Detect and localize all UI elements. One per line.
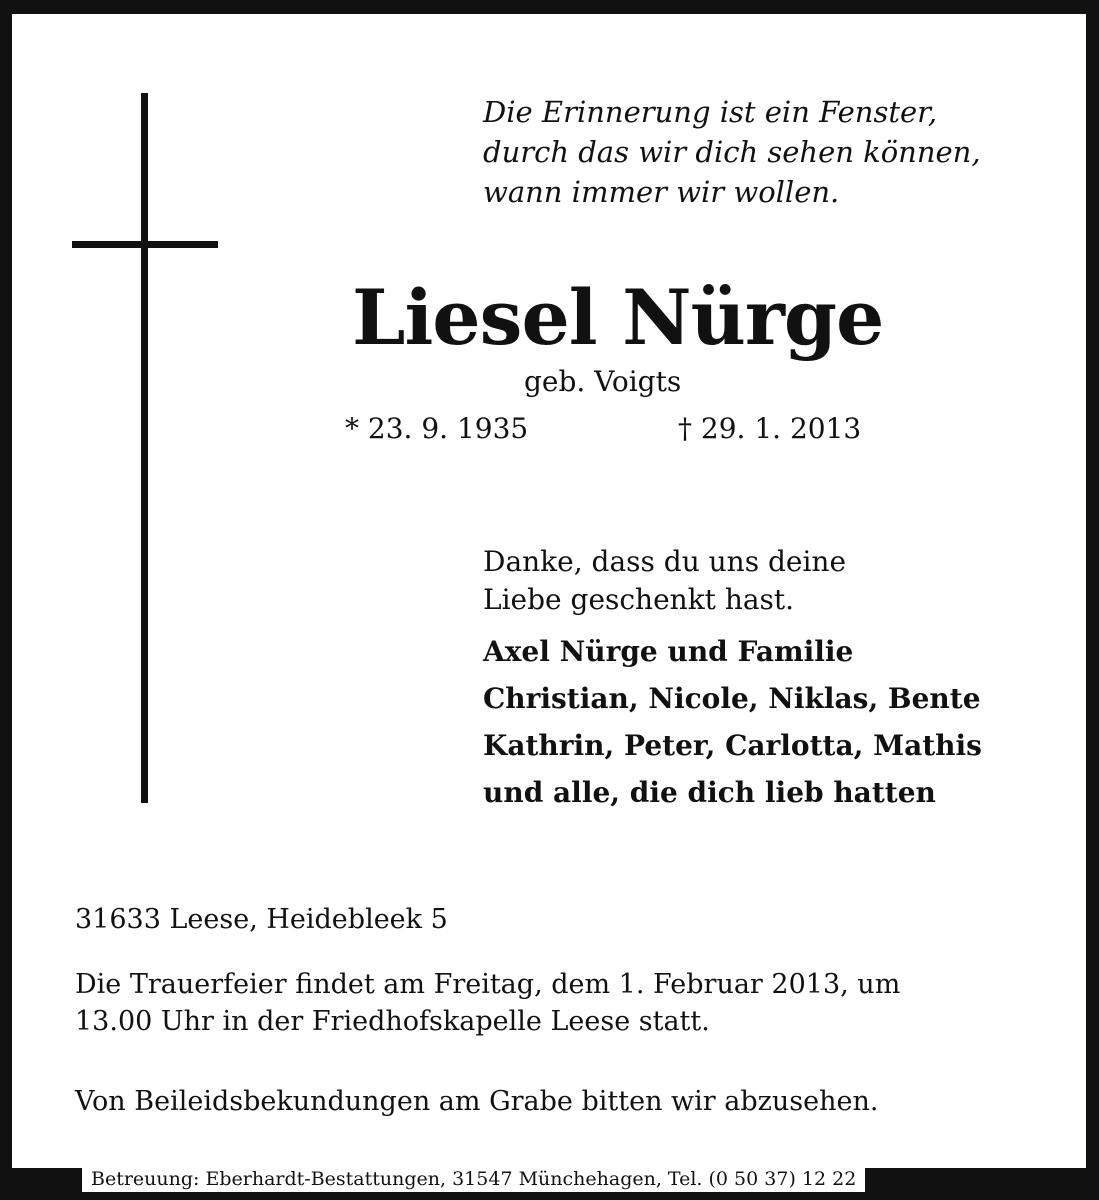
quote-line: wann immer wir wollen. — [483, 175, 840, 209]
mourners-list — [483, 628, 982, 816]
memorial-quote — [483, 92, 981, 212]
thanks-line: Danke, dass du uns deine — [483, 545, 847, 578]
mourners-line: Christian, Nicole, Niklas, Bente — [483, 682, 981, 715]
quote-line: Die Erinnerung ist ein Fenster, — [483, 95, 938, 129]
birth-date: * 23. 9. 1935 — [345, 412, 529, 445]
funeral-home-credit: Betreuung: Eberhardt-Bestattungen, 31547 Münchehagen, Tel. (0 50 37) 12 22 — [82, 1166, 865, 1192]
ceremony-info — [75, 966, 1035, 1040]
deceased-name: Liesel Nürge — [352, 273, 884, 362]
ceremony-line: Die Trauerfeier findet am Freitag, dem 1. Februar 2013, um — [75, 969, 901, 1000]
mourners-line: Axel Nürge und Familie — [483, 635, 854, 668]
cross-vertical-bar — [141, 93, 148, 803]
condolences-note: Von Beileidsbekundungen am Grabe bitten wir abzusehen. — [75, 1086, 879, 1117]
death-date: † 29. 1. 2013 — [678, 412, 862, 445]
mourners-line: Kathrin, Peter, Carlotta, Mathis — [483, 729, 982, 762]
thanks-text — [483, 543, 846, 619]
ceremony-line: 13.00 Uhr in der Friedhofskapelle Leese statt. — [75, 1006, 710, 1037]
mourners-line: und alle, die dich lieb hatten — [483, 776, 936, 809]
cross-horizontal-bar — [72, 241, 218, 248]
address: 31633 Leese, Heidebleek 5 — [75, 904, 448, 935]
birth-name: geb. Voigts — [524, 365, 682, 398]
quote-line: durch das wir dich sehen können, — [483, 135, 981, 169]
thanks-line: Liebe geschenkt hast. — [483, 583, 795, 616]
